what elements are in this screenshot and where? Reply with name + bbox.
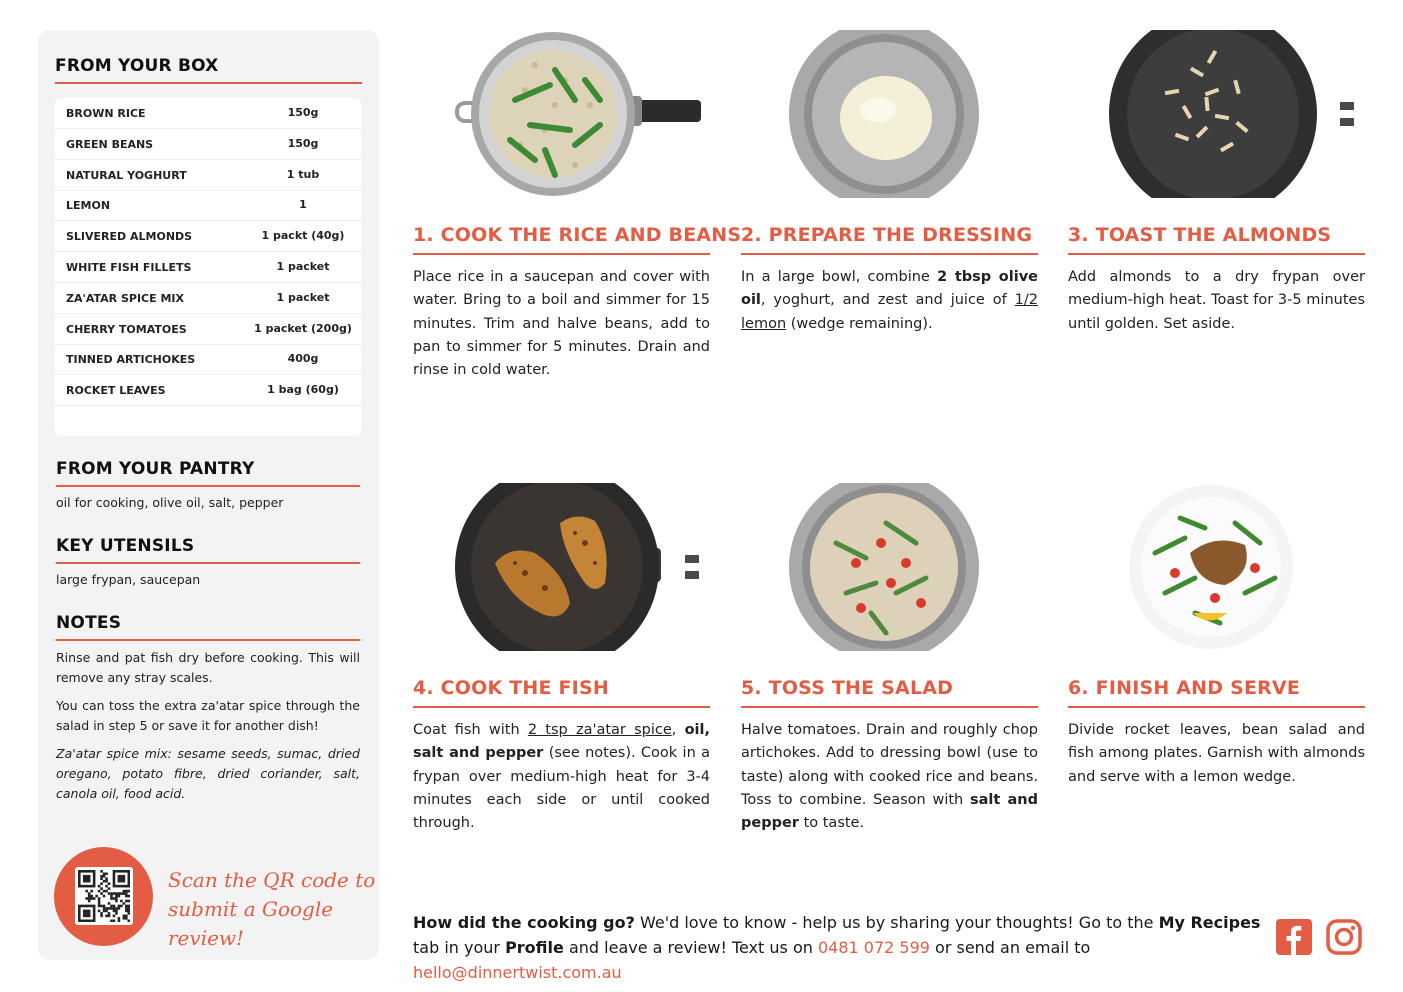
- step-rule: [413, 253, 710, 255]
- ingredient-name: GREEN BEANS: [66, 137, 154, 151]
- rice-saucepan-photo: [455, 30, 705, 198]
- review-prompt: [413, 910, 1263, 985]
- ingredient-name: LEMON: [66, 199, 111, 213]
- dressing-bowl-photo: [786, 30, 982, 198]
- text-segment: Coat fish with: [413, 722, 528, 738]
- note-item: Rinse and pat fish dry before cooking. This will remove any stray scales.: [56, 650, 360, 685]
- text-segment: 2 tbsp olive oil: [741, 269, 1038, 309]
- ingredient-row: [55, 344, 361, 375]
- step-rule: [741, 253, 1038, 255]
- text-segment: Profile: [505, 938, 564, 957]
- ingredient-quantity: 150g: [287, 106, 319, 119]
- note-item: Za'atar spice mix: sesame seeds, sumac, dried oregano, potato fibre, dried coriander, salt, canola oil, food acid.: [56, 746, 360, 801]
- ingredient-quantity: 1 bag (60g): [267, 383, 339, 397]
- contact-link[interactable]: 0481 072 599: [817, 938, 930, 957]
- text-segment: tab in your: [413, 938, 506, 957]
- step-body: [741, 719, 1038, 835]
- ingredient-name: ROCKET LEAVES: [66, 384, 166, 398]
- step-title: 1. COOK THE RICE AND BEANS: [413, 224, 742, 246]
- step-rule: [413, 706, 710, 708]
- from-your-box-title: FROM YOUR BOX: [55, 56, 219, 76]
- text-segment: Halve tomatoes. Drain and roughly chop artichokes. Add to dressing bowl (use to taste) along with cooked rice and beans. Toss to combine. Season with: [741, 722, 1038, 808]
- text-segment: ,: [671, 722, 685, 738]
- step-rule: [741, 706, 1038, 708]
- step-body: [413, 719, 710, 835]
- ingredient-quantity: 150g: [287, 136, 319, 150]
- step-body: [413, 266, 710, 382]
- ingredient-name: ZA'ATAR SPICE MIX: [66, 291, 184, 305]
- ingredient-row: [55, 221, 361, 252]
- ingredients-table: [55, 98, 361, 436]
- ingredient-name: TINNED ARTICHOKES: [66, 353, 196, 367]
- step-rule: [1068, 253, 1365, 255]
- ingredient-quantity: 1: [299, 198, 307, 212]
- text-segment: Place rice in a saucepan and cover with water. Bring to a boil and simmer for 15 minutes. Trim and halve beans, add to pan to simmer for 5 minutes. Drain and rinse in cold water.: [413, 269, 710, 379]
- text-segment: Divide rocket leaves, bean salad and fish among plates. Garnish with almonds and serve with a lemon wedge.: [1068, 722, 1365, 785]
- almonds-frypan-photo: [1105, 30, 1365, 198]
- note-item: You can toss the extra za'atar spice through the salad in step 5 or save it for another dish!: [56, 698, 360, 733]
- fish-frypan-photo: [455, 483, 705, 651]
- step-title: 3. TOAST THE ALMONDS: [1068, 224, 1332, 246]
- plated-dish-photo: [1125, 483, 1301, 651]
- ingredient-quantity: 1 packet (200g): [254, 321, 352, 335]
- notes-title: NOTES: [56, 613, 122, 633]
- step-body: [741, 266, 1038, 336]
- from-your-pantry-title: FROM YOUR PANTRY: [56, 459, 255, 479]
- ingredient-name: SLIVERED ALMONDS: [66, 230, 193, 244]
- ingredient-row: [55, 98, 361, 129]
- section-rule: [56, 562, 360, 564]
- text-segment: (wedge remaining).: [786, 315, 933, 332]
- step-title: 2. PREPARE THE DRESSING: [741, 224, 1033, 246]
- text-segment: 1/2 lemon: [741, 292, 1038, 332]
- step-body: [1068, 266, 1365, 336]
- contact-link[interactable]: hello@dinnertwist.com.au: [413, 963, 622, 982]
- ingredient-name: NATURAL YOGHURT: [66, 168, 187, 182]
- section-rule: [56, 485, 360, 487]
- ingredient-quantity: 1 tub: [286, 167, 320, 181]
- salad-bowl-photo: [786, 483, 982, 651]
- ingredient-quantity: 400g: [287, 352, 319, 366]
- qr-caption-line: Scan the QR code to: [168, 868, 376, 892]
- qr-badge[interactable]: [54, 847, 153, 946]
- sidebar: [38, 30, 379, 960]
- text-segment: (see notes). Cook in a frypan over medium-high heat for 3-4 minutes each side or until cooked through.: [413, 745, 710, 832]
- facebook-icon[interactable]: [1276, 919, 1312, 955]
- ingredient-row: [55, 129, 361, 160]
- text-segment: Add almonds to a dry frypan over medium-high heat. Toast for 3-5 minutes until golden. Set aside.: [1068, 269, 1365, 332]
- text-segment: or send an email to: [929, 938, 1091, 957]
- ingredient-row: [55, 314, 361, 345]
- ingredient-row: [55, 160, 361, 191]
- step-rule: [1068, 706, 1365, 708]
- text-segment: , yoghurt, and zest and juice of: [760, 292, 1015, 309]
- section-rule: [56, 639, 360, 641]
- ingredient-name: CHERRY TOMATOES: [66, 322, 187, 336]
- text-segment: How did the cooking go?: [413, 913, 635, 932]
- pantry-text: oil for cooking, olive oil, salt, pepper: [56, 495, 284, 510]
- section-rule: [55, 82, 362, 84]
- step-title: 4. COOK THE FISH: [413, 677, 609, 699]
- step-title: 5. TOSS THE SALAD: [741, 677, 954, 699]
- text-segment: My Recipes: [1158, 913, 1261, 932]
- qr-caption: [168, 866, 378, 953]
- text-segment: to taste.: [798, 815, 865, 832]
- ingredient-row: [55, 283, 361, 314]
- ingredient-row: [55, 375, 361, 406]
- ingredient-quantity: 1 packt (40g): [261, 229, 345, 243]
- ingredient-quantity: 1 packet: [276, 260, 330, 273]
- qr-code-icon: [75, 867, 133, 925]
- text-segment: 2 tsp za'atar spice: [527, 722, 672, 738]
- ingredient-quantity: 1 packet: [276, 290, 330, 304]
- key-utensils-title: KEY UTENSILS: [56, 536, 195, 556]
- step-title: 6. FINISH AND SERVE: [1068, 677, 1301, 699]
- instagram-icon[interactable]: [1326, 919, 1362, 955]
- text-segment: oil, salt and pepper: [413, 722, 711, 762]
- ingredient-row: [55, 190, 361, 221]
- ingredient-row: [55, 252, 361, 283]
- ingredient-name: BROWN RICE: [66, 107, 146, 120]
- text-segment: In a large bowl, combine: [741, 269, 938, 285]
- step-body: [1068, 719, 1365, 789]
- text-segment: and leave a review! Text us on: [563, 938, 818, 957]
- text-segment: salt and pepper: [741, 791, 1038, 832]
- qr-caption-line: submit a Google review!: [168, 897, 334, 950]
- utensils-text: large frypan, saucepan: [56, 572, 201, 587]
- text-segment: We'd love to know - help us by sharing your thoughts! Go to the: [634, 913, 1159, 932]
- ingredient-name: WHITE FISH FILLETS: [66, 261, 192, 274]
